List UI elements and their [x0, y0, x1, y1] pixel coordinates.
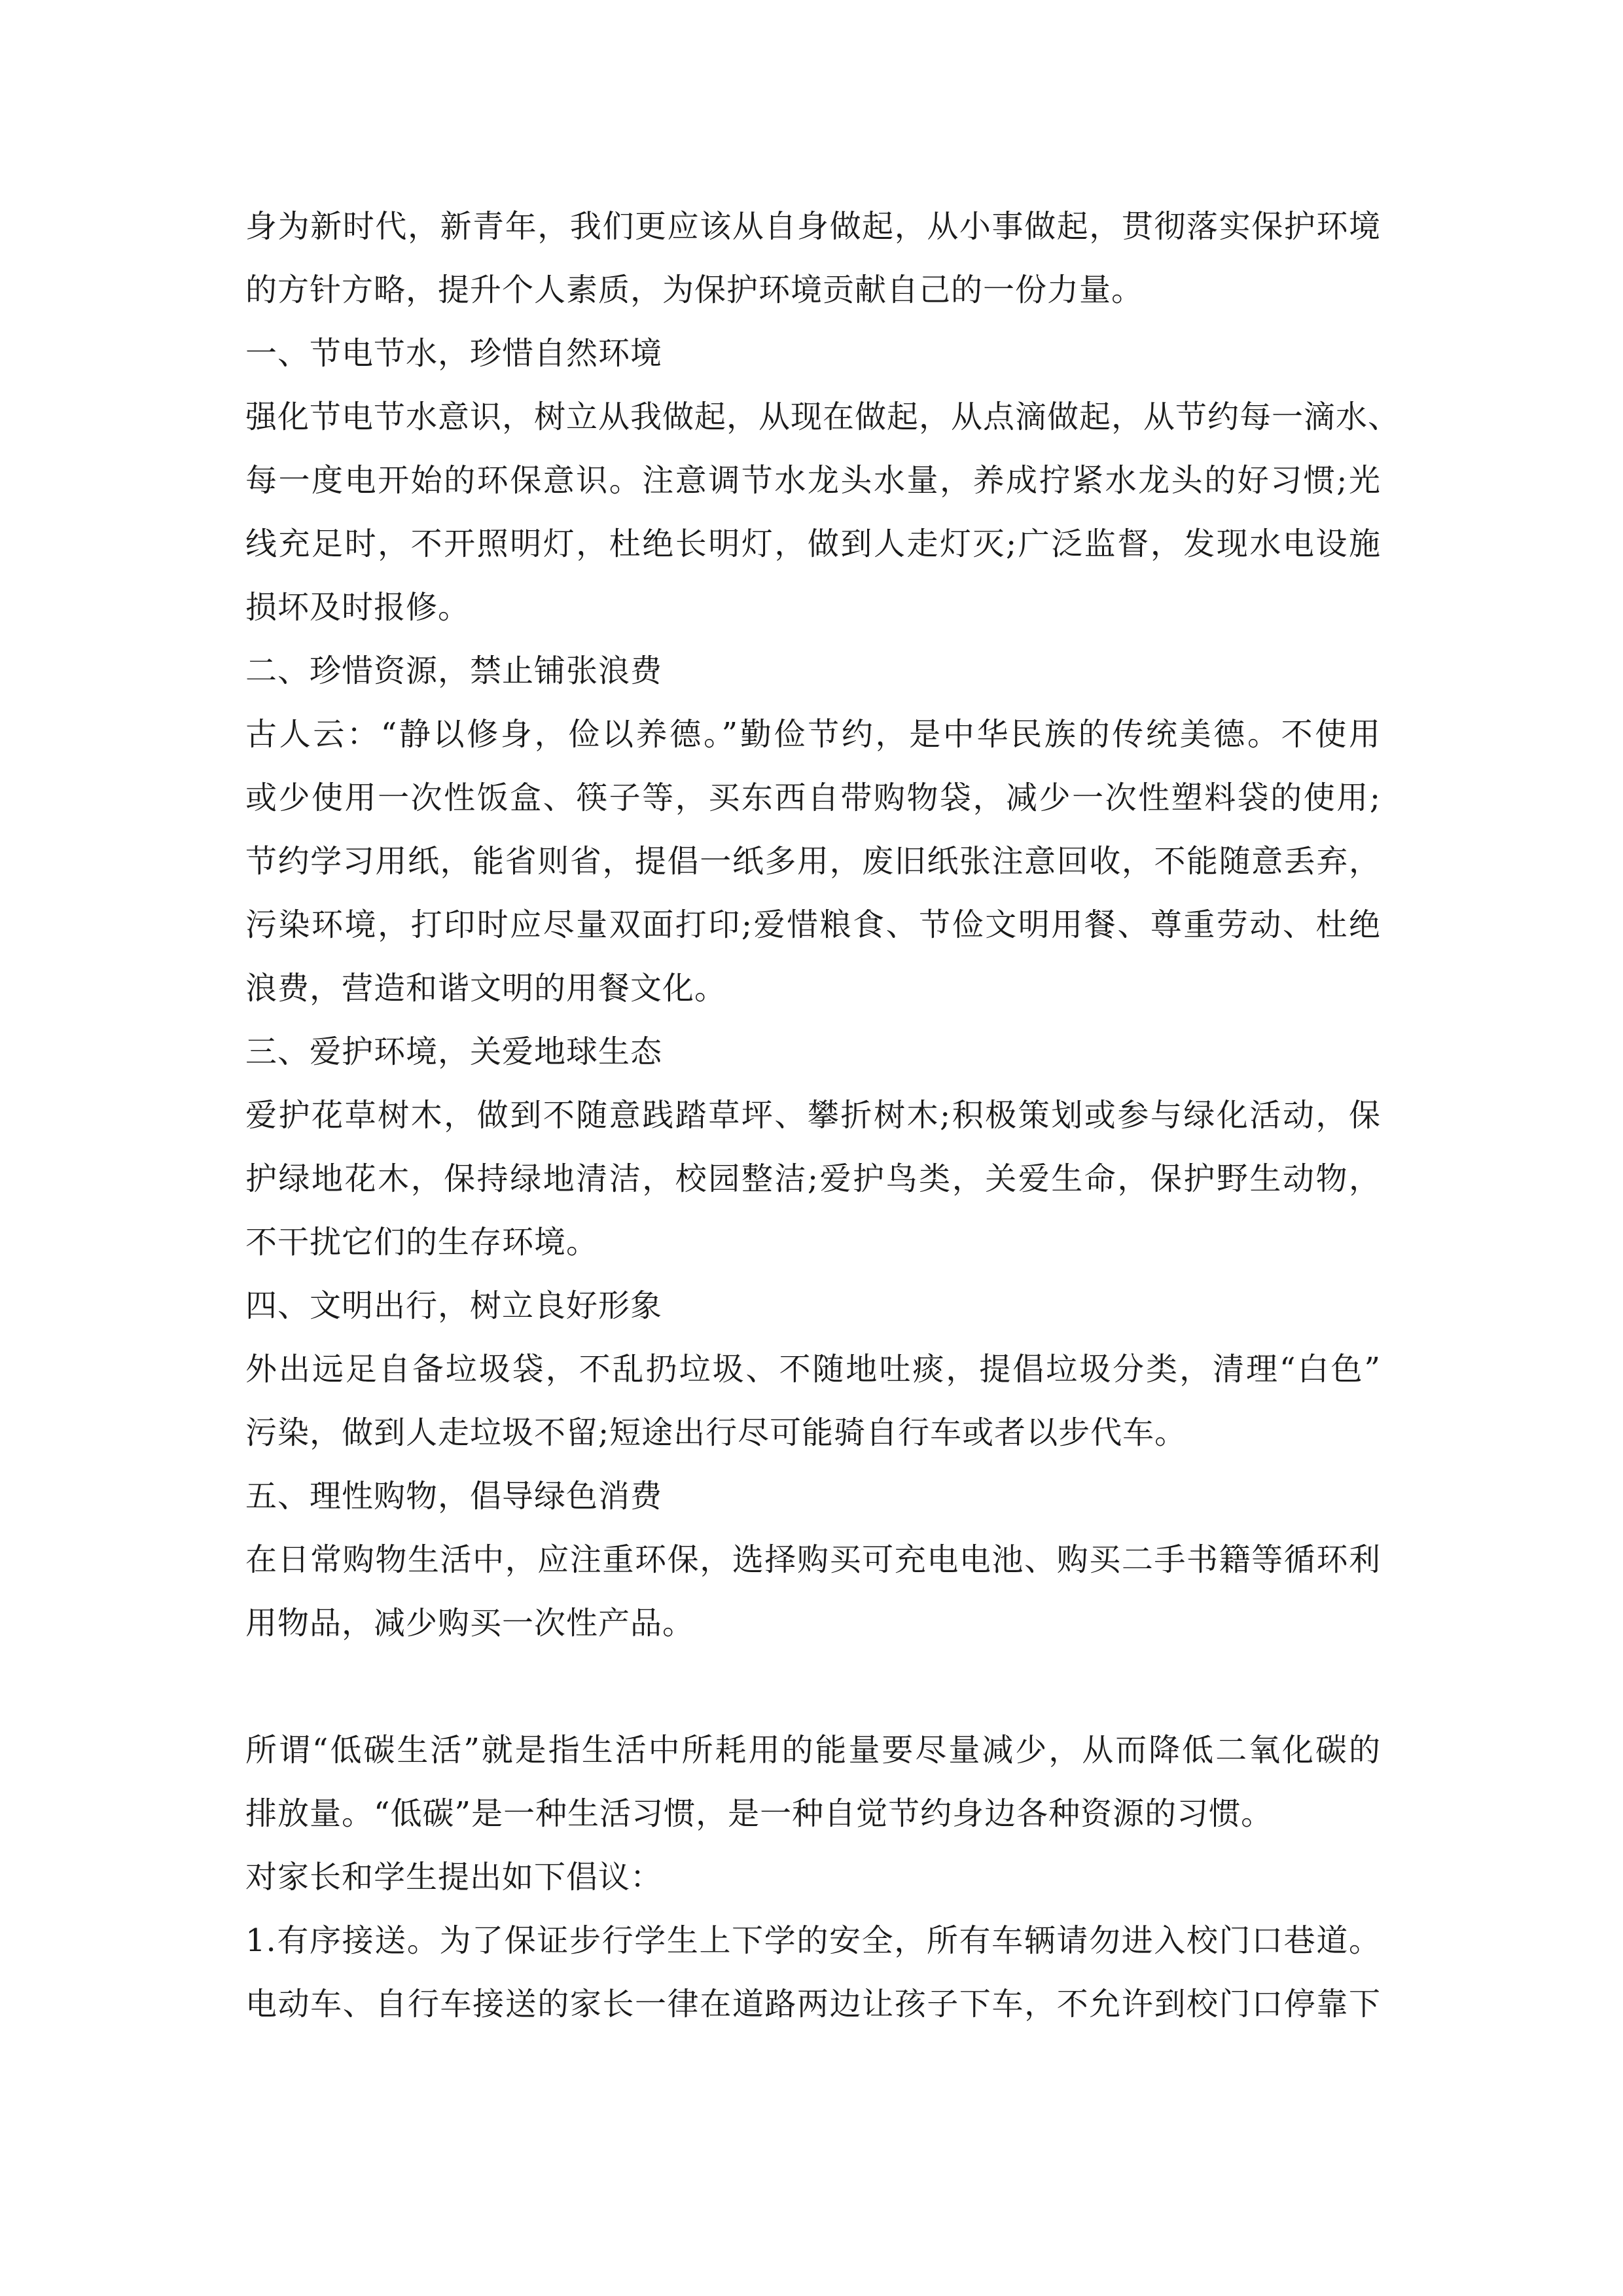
text-line: 三、爱护环境，关爱地球生态 — [245, 1033, 663, 1070]
text-line: 二、珍惜资源，禁止铺张浪费 — [245, 653, 663, 689]
text-line: 一、节电节水，珍惜自然环境 — [245, 335, 663, 372]
text-line: 每一度电开始的环保意识。注意调节水龙头水量，养成拧紧水龙头的好习惯;光 — [245, 462, 1381, 499]
text-line: 用物品，减少购买一次性产品。 — [245, 1605, 695, 1641]
text-line: 不干扰它们的生存环境。 — [245, 1224, 599, 1261]
text-line: 污染，做到人走垃圾不留;短途出行尽可能骑自行车或者以步代车。 — [245, 1414, 1187, 1451]
document-body — [245, 195, 1400, 2036]
text-line: 浪费，营造和谐文明的用餐文化。 — [245, 970, 727, 1007]
text-line: 五、理性购物，倡导绿色消费 — [245, 1478, 663, 1515]
paragraph-gap — [245, 1655, 1381, 1719]
text-line: 的方针方略，提升个人素质，为保护环境贡献自己的一份力量。 — [245, 272, 1144, 308]
text-line: 所谓“低碳生活”就是指生活中所耗用的能量要尽量减少，从而降低二氧化碳的 — [245, 1732, 1381, 1768]
text-line: 爱护花草树木，做到不随意践踏草坪、攀折树木;积极策划或参与绿化活动，保 — [245, 1097, 1381, 1134]
text-line: 在日常购物生活中，应注重环保，选择购买可充电电池、购买二手书籍等循环利 — [245, 1541, 1381, 1578]
text-line: 护绿地花木，保持绿地清洁，校园整洁;爱护鸟类，关爱生命，保护野生动物， — [245, 1160, 1381, 1197]
text-line: 排放量。“低碳”是一种生活习惯，是一种自觉节约身边各种资源的习惯。 — [245, 1795, 1274, 1832]
text-line: 身为新时代，新青年，我们更应该从自身做起，从小事做起，贯彻落实保护环境 — [245, 208, 1381, 245]
text-line: 古人云：“静以修身，俭以养德。”勤俭节约，是中华民族的传统美德。不使用 — [245, 716, 1381, 753]
text-line: 四、文明出行，树立良好形象 — [245, 1287, 663, 1324]
text-line: 对家长和学生提出如下倡议： — [245, 1859, 663, 1895]
text-line: 节约学习用纸，能省则省，提倡一纸多用，废旧纸张注意回收，不能随意丢弃， — [245, 843, 1381, 880]
text-line: 污染环境，打印时应尽量双面打印;爱惜粮食、节俭文明用餐、尊重劳动、杜绝 — [245, 906, 1381, 943]
text-line: 外出远足自备垃圾袋，不乱扔垃圾、不随地吐痰，提倡垃圾分类，清理“白色” — [245, 1351, 1381, 1388]
text-line: 强化节电节水意识，树立从我做起，从现在做起，从点滴做起，从节约每一滴水、 — [245, 399, 1400, 435]
text-line: 线充足时，不开照明灯，杜绝长明灯，做到人走灯灭;广泛监督，发现水电设施 — [245, 526, 1381, 562]
text-line: 或少使用一次性饭盒、筷子等，买东西自带购物袋，减少一次性塑料袋的使用; — [245, 780, 1381, 816]
text-line: 损坏及时报修。 — [245, 589, 471, 626]
text-line: 1.有序接送。为了保证步行学生上下学的安全，所有车辆请勿进入校门口巷道。 — [245, 1922, 1381, 1959]
text-line: 电动车、自行车接送的家长一律在道路两边让孩子下车，不允许到校门口停靠下 — [245, 1986, 1381, 2022]
